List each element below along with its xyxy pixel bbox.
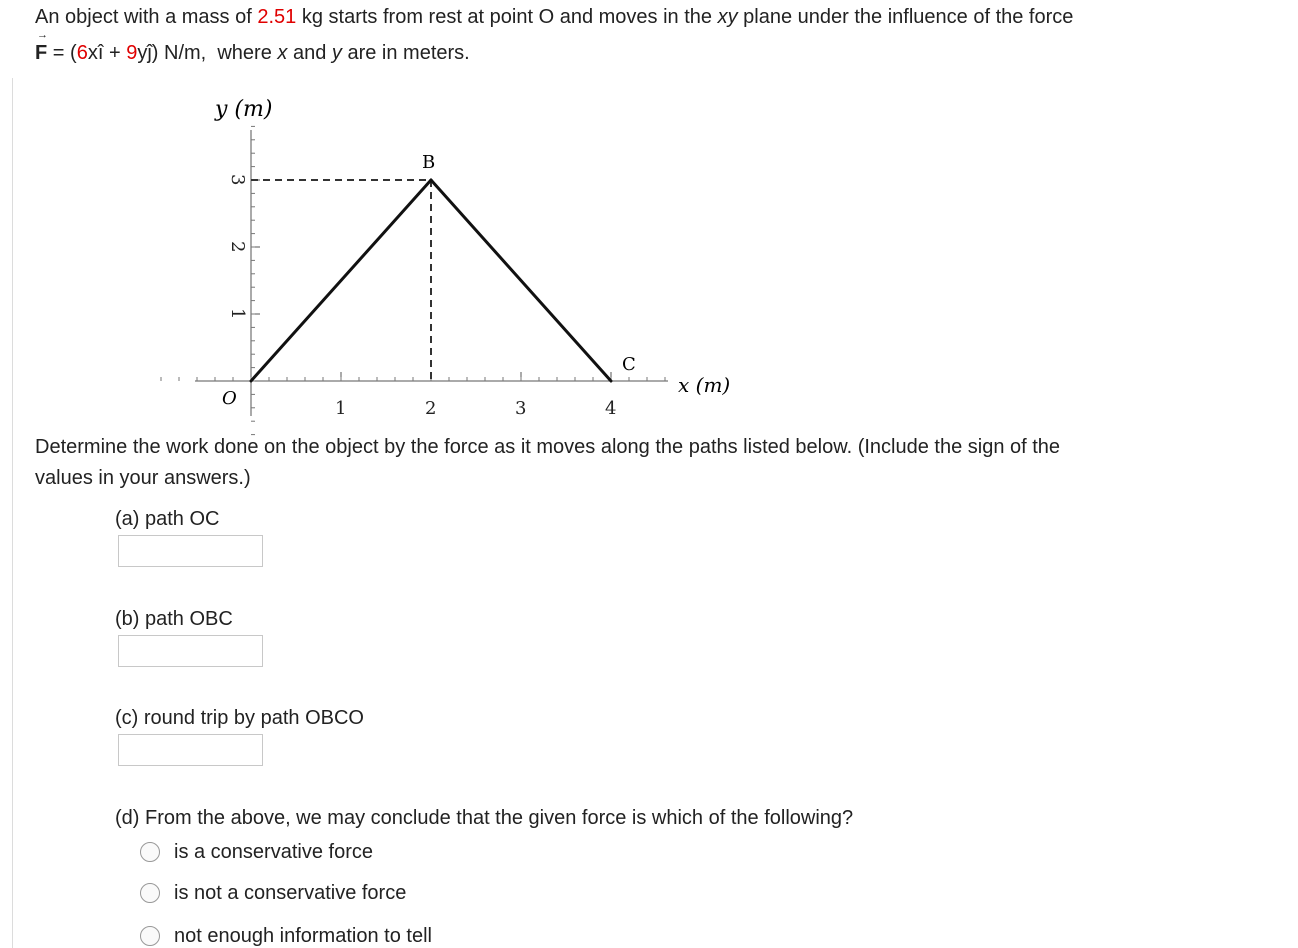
option-label: not enough information to tell [174,924,432,947]
x-tick-label: 3 [515,398,527,419]
x-tick-label: 1 [335,398,347,419]
x-axis-label: x (m) [678,373,731,397]
option-conservative[interactable] [140,840,373,864]
y-tick-label: 1 [227,308,248,320]
x-tick-label: 2 [425,398,437,419]
option-not-conservative[interactable] [140,881,406,905]
equals-sign: = [52,42,65,64]
part-c-label: (c) round trip by path OBCO [115,707,364,729]
mass-value: 2.51 [257,6,297,28]
option-not-enough-info[interactable] [140,924,432,948]
and-text: and [292,42,327,64]
where-text: where [217,42,272,64]
x-tick-label: 4 [605,398,617,419]
option-label: is a conservative force [174,840,373,863]
units-text: ) N/m, [151,42,207,64]
instructions-line-2: values in your answers.) [35,467,251,489]
y-axis-label: y (m) [215,97,273,122]
open-paren: ( [70,42,77,64]
instructions-line-1: Determine the work done on the object by the force as it moves along the paths listed below. (Include the sign of the [35,436,1061,458]
path-segment [431,180,611,381]
intro-text: An object with a mass of [35,6,252,28]
part-c-answer-input[interactable] [118,734,263,766]
part-a-answer-input[interactable] [118,535,263,567]
part-a-label: (a) path OC [115,508,220,530]
y-tick-label: 3 [227,174,248,186]
plus-sign: + [108,42,121,64]
option-label: is not a conservative force [174,881,407,904]
radio-button[interactable] [140,926,160,946]
point-c-label: C [622,354,636,375]
radio-button[interactable] [140,842,160,862]
xy-text: xy [717,6,738,28]
coef-x-value: 6 [76,42,88,64]
origin-label: O [222,388,237,409]
after-mass-text: kg starts from rest at point O and moves in the [301,6,713,28]
y-var: y [331,42,342,64]
y-tick-label: 2 [227,241,248,253]
meters-text: are in meters. [347,42,470,64]
y-unit-term: yĵ [137,42,152,64]
force-vector-symbol: → F [35,42,47,65]
part-b-answer-input[interactable] [118,635,263,667]
part-b-label: (b) path OBC [115,608,233,630]
radio-button[interactable] [140,883,160,903]
x-unit-term: xî [87,42,104,64]
after-xy-text: plane under the influence of the force [743,6,1074,28]
x-var: x [277,42,288,64]
path-segment [251,180,431,381]
point-b-label: B [422,152,436,173]
coef-y-value: 9 [126,42,138,64]
part-d-label: (d) From the above, we may conclude that the given force is which of the following? [115,807,854,829]
